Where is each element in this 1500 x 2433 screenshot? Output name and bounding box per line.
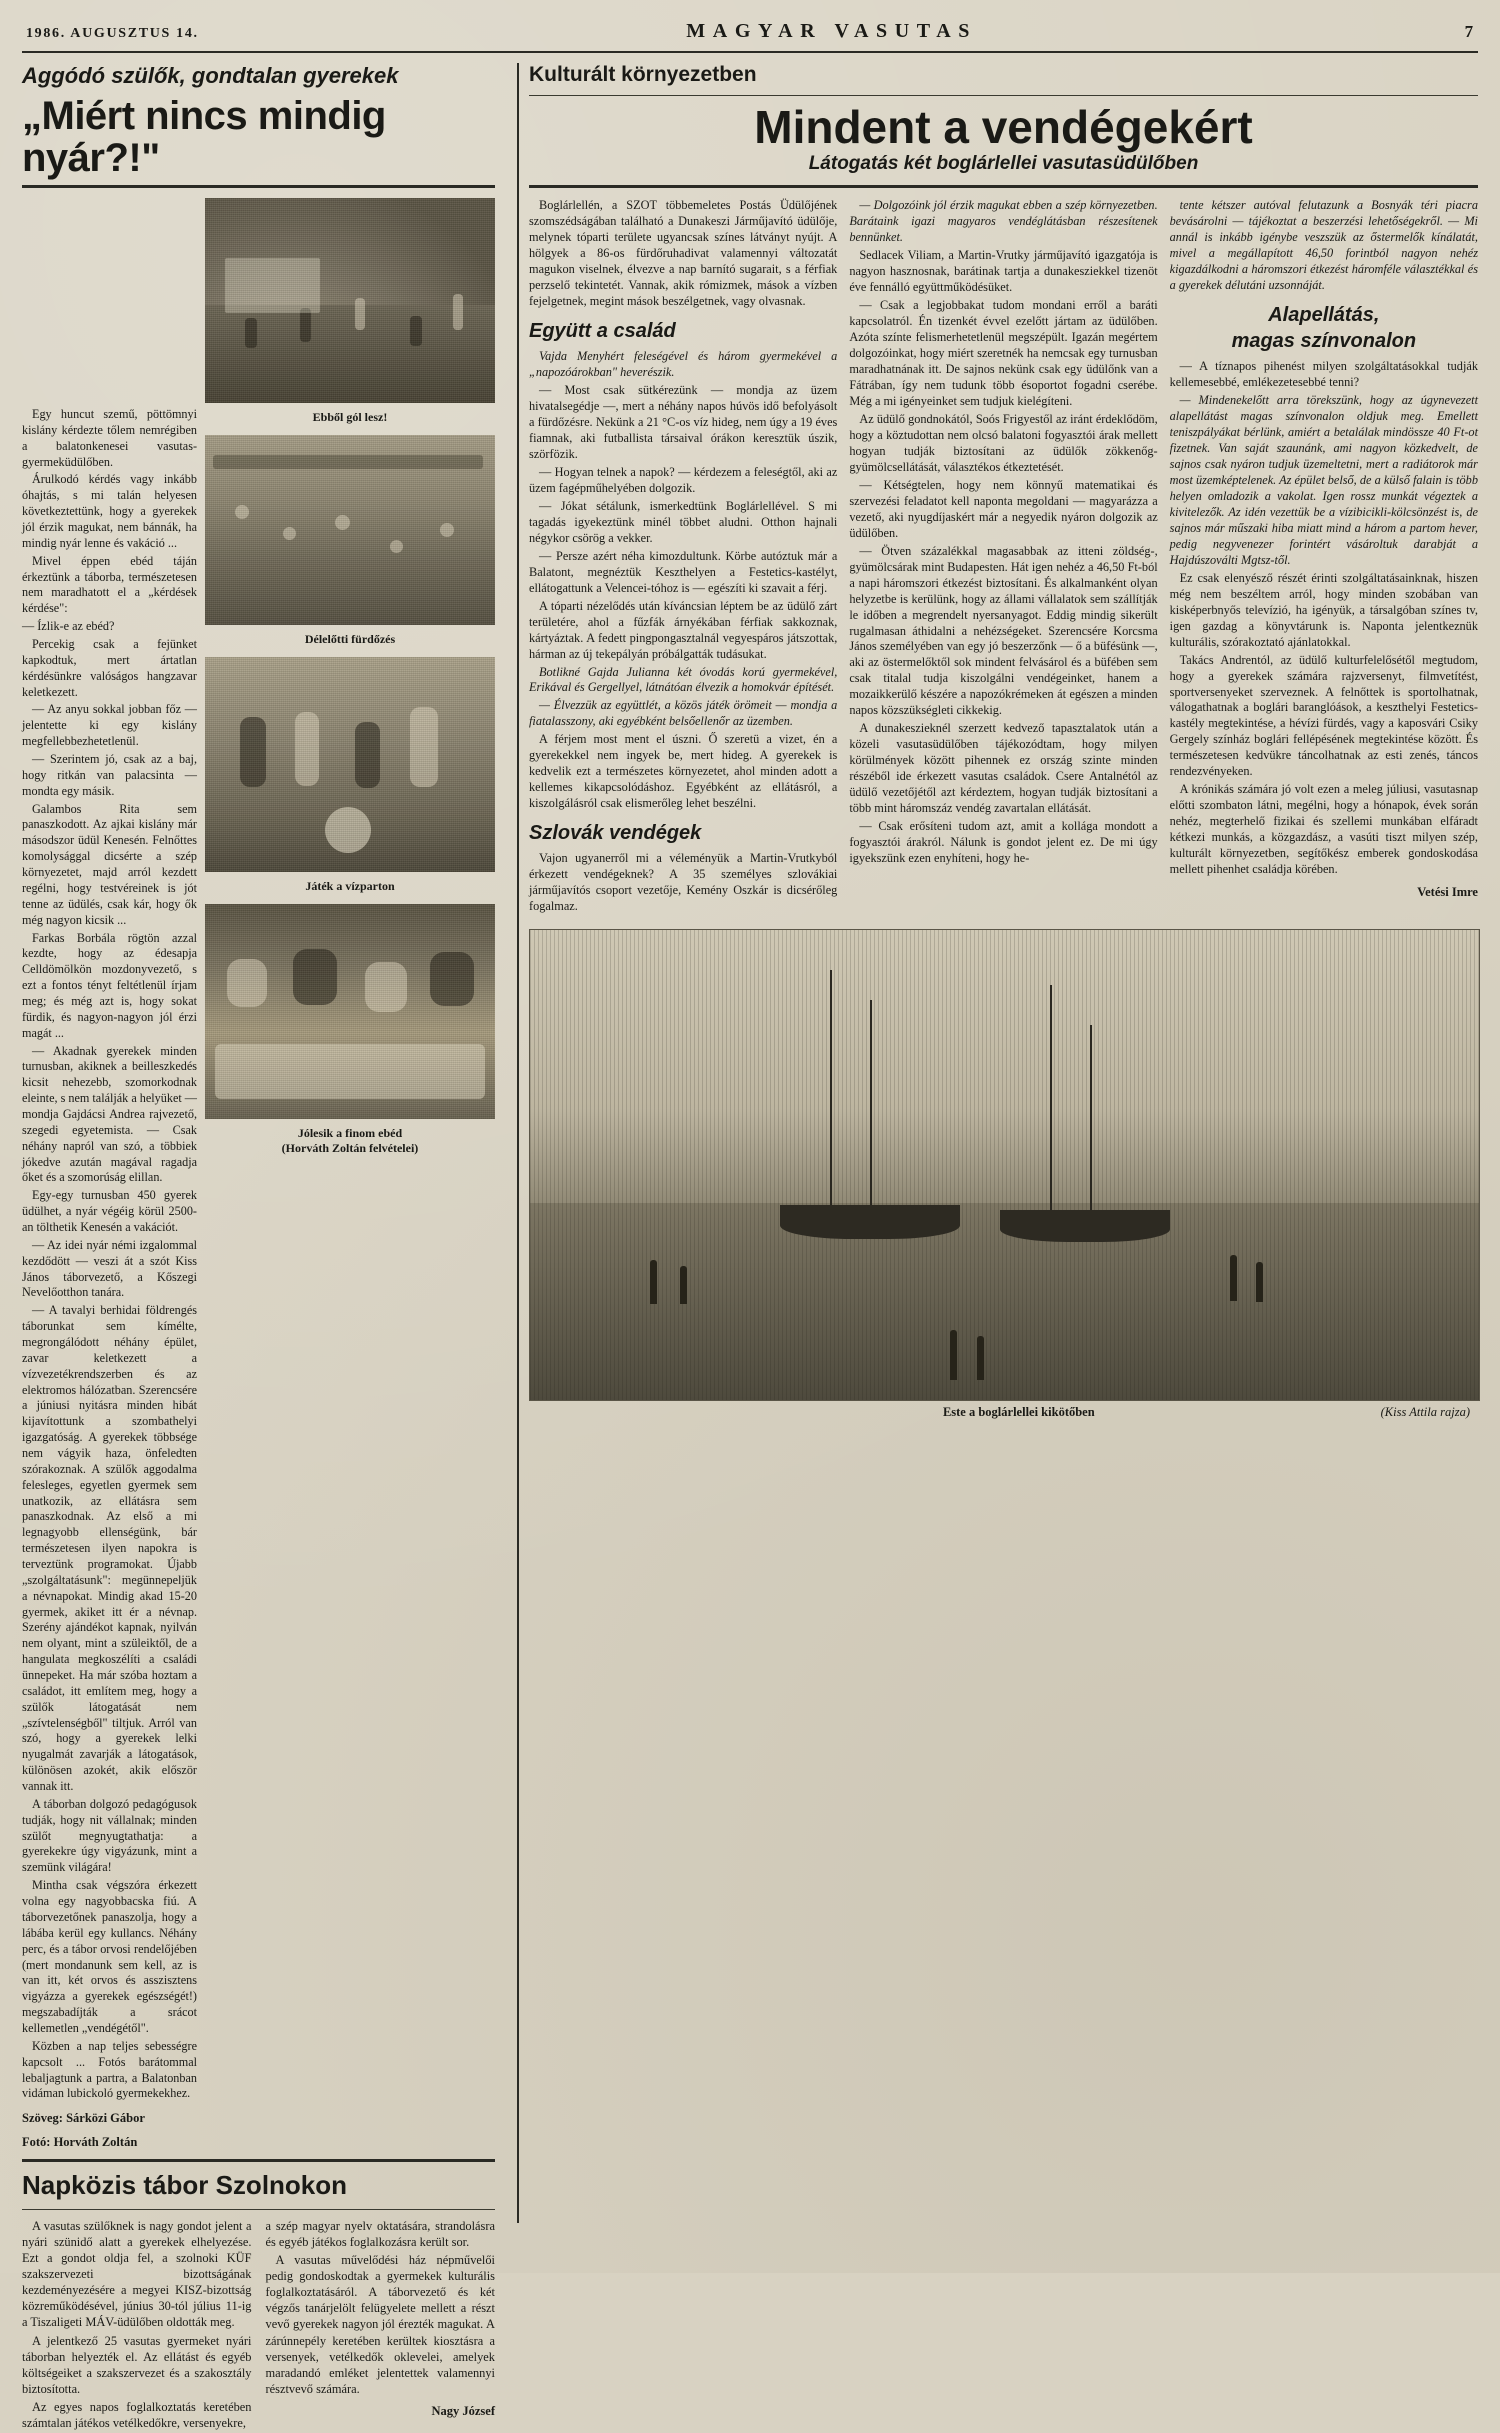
paragraph: — Csak erősíteni tudom azt, amit a kollága mondott a fogyasztói árakról. Nálunk is gondot jelent ez. De mi úgy igyekszünk ezen enyhíteni, hogy he- — [849, 819, 1158, 866]
paragraph: A vasutas szülőknek is nagy gondot jelent a nyári szünidő alatt a gyerekek elhelyezése. Ezt a gondot oldja fel, a szolnoki KÜF szakszervezeti bizottságának kezdeményezésére a megyei KISZ-bizottság közreműködésével, június 30-tól július 11-ig a Tiszaligeti MÁV-üdülőben oldották meg. — [22, 2218, 252, 2330]
boxed-article-napkozis — [22, 2159, 495, 2433]
right-title-rule — [529, 185, 1478, 188]
paragraph: — A tíznapos pihenést milyen szolgáltatásokkal tudják kellemesebbé, emlékezetesebbé tenni? — [1169, 358, 1478, 389]
paragraph: Egy-egy turnusban 450 gyerek üdülhet, a nyár végéig körül 2500-an tölthetik Kenesén a vakációt. — [22, 1188, 197, 1234]
masthead — [22, 14, 1478, 53]
paragraph: Takács Andrentól, az üdülő kulturfelelősétől megtudom, hogy a gyerekek számára rajzversenyt, filmvetítést, sportversenyeket szerveznek. A felnőttek is sportolhatnak, válogathatnak a boglári baranglóások, a keszthelyi Festetics-kastély megtekintése, a hévízi fürdés, vagy a kaposvári Csiky Gergely színház boglári fellépésének megtekintése között. És természetesen kedvükre táncolhatnak az esti zenés, táncos rendezvényeken. — [1169, 652, 1478, 779]
title-rule — [22, 185, 495, 188]
masthead-date: 1986. AUGUSZTUS 14. — [26, 26, 199, 41]
paragraph: Botlikné Gajda Julianna két óvodás korú gyermekével, Erikával és Gergellyel, látnátóan élvezik a homokvár építését. — [529, 664, 838, 695]
paragraph: — Mindenekelőtt arra törekszünk, hogy az úgynevezett alapellátást magas színvonalon oldjuk meg. Emellett teniszpályákat bérlünk, amiért a betalálak mindössze 40 Ft-ot fizetnek. Van saját szaunánk, ami nagyon közkedvelt, de sajnos csak nyáron tudjuk üzemeltetni, mert a radiátorok már most üzemképtelenek. Az épület belső, de a külső falain is több helyen omladozik a vakolat. Igen rossz munkát végeztek a kivitelezők. Az idén vezettük be a vízibicikli-kölcsönzést is, de sajnos már műszaki hiba miatt mind a három a partom hever, pedig negyvenezer forintért vásároltuk darabját a Hajdúszoválti Mgtsz-től. — [1169, 392, 1478, 567]
subhead-egyutt-a-csalad: Együtt a család — [529, 319, 676, 342]
paragraph: — Az idei nyár némi izgalommal kezdődött — veszi át a szót Kiss János táborvezető, a Kőszegi Nevelőotthon tanára. — [22, 1237, 197, 1300]
paragraph: Mivel éppen ebéd táján érkeztünk a táborba, természetesen nem maradhatott el a „kérdések kérdése": — [22, 553, 197, 616]
illustration-hatching — [530, 930, 1479, 1400]
illustration-caption: Este a boglárlellei kikötőben — [942, 1405, 1095, 1420]
page-content — [22, 63, 1478, 2431]
column-divider — [517, 63, 519, 2223]
photo-caption-4-line2: (Horváth Zoltán felvételei) — [281, 1141, 419, 1155]
subhead-szlovak-vendegek: Szlovák vendégek — [529, 822, 702, 845]
photo-caption-2: Délelőtti fürdőzés — [304, 632, 396, 646]
paragraph: — Kétségtelen, hogy nem könnyű matematikai és szervezési feladatot kell naponta megoldani — magyarázza a vezető, aki nyugdíjaskért már a negyedik nyáron dolgozik az üdülőben. — [849, 477, 1158, 540]
illustration-harbour-evening — [529, 929, 1480, 1401]
paragraph: A tóparti nézelődés után kíváncsian léptem be az üdülő zárt területére, ahol a fűzfák árnyékában férfiak sakkoznak, kártyáztak. A fedett pingpongasztalnál vegyespáros játszottak, hárman az új tekepályán próbálgatták tudásukat. — [529, 598, 838, 661]
paragraph: Közben a nap teljes sebességre kapcsolt ... Fotós barátommal lebaljagtunk a partra, a Balatonban vidáman lubickoló gyermekekhez. — [22, 2038, 197, 2101]
photo-caption-1: Ebből gól lesz! — [312, 410, 388, 424]
photo-football-game — [205, 198, 495, 403]
photo-caption-3: Játék a vízparton — [305, 879, 395, 893]
paragraph: — Jókat sétálunk, ismerkedtünk Boglárlellével. S mi tagadás igyekeztünk minél többet aludni. Otthon hajnali négykor csörög a vekker. — [529, 498, 838, 545]
paragraph: A dunakeszieknél szerzett kedvező tapasztalatok után a közeli vasutasüdülőben tájékozódtam, hogy milyen körülmények között pihennek ez ország szinte minden részéből ide érkezett vasutas családok. Csere Antalnétól az üdülő vezetőjétől azt kérdeztem, hogyan tudják biztosítani a több mint háromszáz vendég zavartalan ellátását. — [849, 721, 1158, 816]
photo-waterside-play — [205, 657, 495, 872]
right-article-title: Mindent a vendégekért — [754, 101, 1253, 153]
paragraph: A férjem most ment el úszni. Ő szeretü a vizet, én a gyerekekkel nem ingyek be, mert hideg. A gyerekek is kedvelik ezt a természetes környezetet, ahol minden adott a kellemes kikapcsolódáshoz. Egyébként az ellátásról, a kiszolgálásról csak elismerőleg lehet beszélni. — [529, 732, 838, 811]
paragraph: A vasutas művelődési ház népművelői pedig gondoskodtak a gyermekek kulturális foglalkoztatásáról. A táborvezető és két végzős tanárjelölt felügyelete mellett a részt vevő gyerekek nagyon jól érezték magukat. A zárúnnepély keretében kerültek kiosztásra a versenyek, vetélkedők oklevelei, amelyek maradandó emléket jelentettek valamennyi résztvevő számára. — [265, 2252, 495, 2396]
paragraph: Boglárlellén, a SZOT többemeletes Postás Üdülőjének szomszédságában található a Dunakeszi Járműjavító üdülője, melynek tóparti területe ugyancsak színes látványt nyújt. A hölgyek a 86-os fürdőruhadivat valamennyi változatát magukon viselnek, élvezve a nap barnító sugarait, s a férfiak perzselő tekintetét. Vannak, akik rómizmek, mások a vízben fejelgetnek, megint mások beszélgetnek, vagy olvasnak. — [529, 197, 838, 308]
paragraph: A krónikás számára jó volt ezen a meleg júliusi, vasutasnap előtti szombaton látni, megélni, hogy a hónapok, évek során nehéz, megterhelő fizikai és szellemi munkában elfáradt kétkezi munkás, a közgazdász, a vasúti tiszt milyen szép, kulturált környezetben, segítőkész emberek gondoskodása mellett pihenhet családja körében. — [1169, 782, 1478, 877]
right-article-kicker: Kulturált környezetben — [529, 63, 757, 86]
right-column-3 — [1170, 198, 1478, 917]
photo-morning-swim — [205, 435, 495, 625]
masthead-title: MAGYAR VASUTAS — [686, 20, 978, 42]
paragraph: — Akadnak gyerekek minden turnusban, akiknek a beilleszkedés kicsit nehezebb, szomorkodnak eleinte, s nem találják a helyüket — mondja Gajdácsi Andrea rajvezető, szegedi egyetemista. — Csak néhány napról van szó, a többiek jókedve azután magával ragadja őket és a szomorúság elillan. — [22, 1043, 197, 1185]
boxed-column-2 — [266, 2218, 496, 2433]
paragraph: tente kétszer autóval felutazunk a Bosnyák téri piacra bevásárolni — tájékoztat a beszerzési lehetőségekről. — Mi annál is inkább igénybe veszszük az őstermelők kínálatát, mivel a megállapított 46,50 forintból nagyon nehéz kigazdálkodni a háromszori étkezést háromféle választékkal és a gyerekek délutáni uzsonnáját. — [1169, 197, 1478, 292]
photo-caption-4 — [205, 1126, 495, 1156]
left-byline-photo: Fotó: Horváth Zoltán — [22, 2135, 138, 2150]
left-article-body — [22, 198, 495, 2151]
left-article-block — [22, 63, 507, 2431]
paragraph: — Az anyu sokkal jobban főz — jelentette ki egy kislány megfellebbezhetetlenül. — [22, 702, 197, 749]
right-article-deck: Látogatás két boglárlellei vasutasüdülőben — [808, 152, 1199, 174]
paragraph: Vajda Menyhért feleségével és három gyermekével a „napozóárokban" heverészik. — [529, 348, 838, 379]
left-article-title: „Miért nincs mindig nyár?!" — [22, 94, 386, 180]
right-article-block — [529, 63, 1478, 2223]
boxed-article-title: Napközis tábor Szolnokon — [22, 2169, 348, 2200]
paragraph: Farkas Borbála rögtön azzal kezdte, hogy az édesapja Celldömölkön mozdonyvezető, s ezt a fontos tényt feltétlenül írjam meg; és még azt is, hogy sokat fürdik, és nagyon-nagyon jól érzi magát ... — [22, 930, 197, 1040]
paragraph: Vajon ugyanerről mi a véleményük a Martin-Vrutkyból érkezett vendégeknek? A 35 személyes szlovákiai járműjavítós csoport vezetője, Kemény Oszkár is dicsérőleg fogalmaz. — [529, 851, 838, 914]
paragraph: — Szerintem jó, csak az a baj, hogy ritkán van palacsinta — mondta egy másik. — [22, 752, 197, 798]
illustration-caption-row — [529, 1405, 1478, 1420]
paragraph: a szép magyar nyelv oktatására, strandolásra és egyéb játékos foglalkozásra került sor. — [265, 2218, 495, 2249]
paragraph: Percekig csak a fejünket kapkodtuk, mert ártatlan kérdésünkre valóságos hangzavar keletkezett. — [22, 637, 197, 699]
paragraph: Mintha csak végszóra érkezett volna egy nagyobbacska fiú. A táborvezetőnek panaszolja, hogy a lábába kerül egy kullancs. Néhány perc, és a tábor orvosi rendelőjében (mert mondanunk sem kell, az is van itt, két orvos és asszisztens vigyázza a gyerekek egészségét!) megszabadíjták a srácot kellemetlen „vendégétől". — [22, 1878, 197, 2035]
paragraph: — Persze azért néha kimozdultunk. Körbe autóztuk már a Balatont, megnéztük Keszthelyen a Festetics-kastélyt, ellátogattunk a Velencei-tóhoz is — egészíti ki szavait a férj. — [529, 548, 838, 595]
boxed-column-1 — [22, 2218, 252, 2433]
illustration-credit: (Kiss Attila rajza) — [1380, 1405, 1470, 1420]
masthead-page-number: 7 — [1464, 22, 1474, 41]
boxed-rule — [22, 2209, 495, 2210]
paragraph: Árulkodó kérdés vagy inkább óhajtás, s mi talán helyesen következtettünk, hogy a gyerekek jól érzik magukat, nem bánnák, ha mindig nyár lenne és vakáció ... — [22, 472, 197, 550]
paragraph: Ez csak elenyésző részét érinti szolgáltatásainknak, hiszen még nem beszéltem arról, hogy minden szobában van kisképerbnyős televízió, ha igényük, a társalgóban színes tv, igen gazdag a könyvtárunk is. Naponta jelentkeznük kulturális, szórakoztató ajánlatokkal. — [1169, 570, 1478, 649]
right-column-1 — [529, 198, 837, 917]
left-article-text-column — [22, 407, 197, 2151]
subhead-alapellatas-line2: magas színvonalon — [1231, 329, 1417, 352]
right-byline: Vetési Imre — [1417, 885, 1478, 900]
paragraph: — Élvezzük az együttlét, a közös játék örömeit — mondja a fiatalasszony, aki egyébként belsőellenőr az üzemben. — [529, 698, 838, 729]
paragraph: A táborban dolgozó pedagógusok tudják, hogy nit vállalnak; minden szülőt megnyugtathatja: a gyerekekre úgy vigyázunk, mint a szemünk világára! — [22, 1796, 197, 1875]
paragraph: — Dolgozóink jól érzik magukat ebben a szép környezetben. Barátaink igazi magyaros vendéglátásban részesítenek bennünket. — [849, 197, 1158, 244]
paragraph: — Hogyan telnek a napok? — kérdezem a feleségtől, aki az üzem fagépműhelyében dolgozik. — [529, 464, 838, 495]
paragraph: Sedlacek Viliam, a Martin-Vrutky járműjavító igazgatója is nagyon hasznosnak, barátinak tartja a dunakesziekkel tizenöt éve fennálló együttműködésüket. — [849, 247, 1158, 294]
paragraph: — A tavalyi berhidai földrengés táborunkat sem kímélte, megrongálódott néhány épület, zavar keletkezett a vízvezetékrendszerben és az elektromos hálózatban. Szerencsére a júniusi nyitásra minden hibát kijavítottunk a szombathelyi igazgatóság. A gyerekek többsége nem vágyik haza, önfeledten szórakoznak. A szülők aggodalma felesleges, egyetlen gyermek sem unatkozik, az ellátásra sem panaszkodnak. Az első a mi legnagyobb ellenségünk, bár természetesen ilyen napokra is terveztünk programokat. Újabb „szolgáltatásunk": megünnepeljük a névnapokat. Mindig akad 15-20 gyermek, akiket itt ér a névnap. Szerény ajándékot kapnak, nyilván nem olyant, mint a szüleiktől, de a hangulata megkoszélíti a családi ünnepeket. Ha már szóba hoztam a családot, itt említem meg, hogy a szülők látogatását nem „szívtelenségből" tiltjuk. Arról van szó, hogy a gyerekek lelki nyugalmát zavarják a látogatások, különösen azokét, akik először vannak itt. — [22, 1303, 197, 1794]
paragraph: Az egyes napos foglalkoztatás keretében számtalan játékos vetélkedőkre, versenyekre, — [22, 2400, 252, 2431]
paragraph: Egy huncut szemű, pöttömnyi kislány kérdezte tőlem nemrégiben a balatonkenesei vasutas-gyermeküdülőben. — [22, 407, 197, 469]
paragraph: — Ízlik-e az ebéd? — [22, 619, 115, 634]
subhead-alapellatas-line1: Alapellátás, — [1268, 303, 1380, 326]
paragraph: A jelentkező 25 vasutas gyermeket nyári táborban helyezték el. Az ellátást és egyéb költségeiket a szakszervezet és a szakosztály biztosította. — [22, 2333, 252, 2396]
right-column-2 — [849, 198, 1157, 917]
paragraph: Galambos Rita sem panaszkodott. Az ajkai kislány már másodszor üdül Kenesén. Felnőttes komolysággal dicsérte a szép környezetet, majd arról kezdett regélni, hogy testvéreinek is jót tenne az üdülés, csak kár, hogy ők még nagyon kicsik ... — [22, 801, 197, 927]
paragraph: — Ötven százalékkal magasabbak az itteni zöldség-, gyümölcsárak mint Budapesten. Hát igen nehéz a 46,50 Ft-ból a napi háromszori étkezést biztosítani. És alkalmanként olyan helyzetbe is kerülünk, hogy az állami vállalatok sem szállítják le időben a megrendelt nyersanyagot. Eddig mindig sikerült rugalmasan áthidalni a nehézségeket. Szerencsére Korcsma János személyében van egy jó beszerzőnk — ő a büfésünk —, aki az östermelőktől sok mindent felvásárol és a büfében sem csak titalal tudja kiszolgálni vendégeinket, hanem a mozaikkerülő készére a napozókrémeken át egészen a minden napos közszükségleti cikkekig. — [849, 543, 1158, 718]
paragraph: — Csak a legjobbakat tudom mondani erről a baráti kapcsolatról. Én tizenkét évvel ezelőtt jártam az üdülőben. Azóta színte felismerhetetlenül megszépült. Igazán megértem dolgozóinkat, hogy miért szeretnék ha nemcsak egy turnusban maradhatnának itt. De sajnos nekünk csak egy üdülőnk van a Fátrában, így nem tudunk több ésoportot fogadni cserébe. Még a mi igényeinket sem tudjuk kielégíteni. — [849, 297, 1158, 408]
photo-caption-4-line1: Jólesik a finom ebéd — [297, 1126, 403, 1140]
left-article-kicker: Aggódó szülők, gondtalan gyerekek — [22, 63, 399, 88]
paragraph: Az üdülő gondnokától, Soós Frigyestől az iránt érdeklődöm, hogy a köztudottan nem olcsó balatoni fogyasztói árak mellett hogyan tudják biztosítani az üdülők zökkenőg- gyümölcsellátását, választékos étkeztetését. — [849, 411, 1158, 474]
right-kicker-rule — [529, 95, 1478, 96]
boxed-byline: Nagy József — [431, 2404, 495, 2419]
photo-lunch-table — [205, 904, 495, 1119]
left-byline-text: Szöveg: Sárközi Gábor — [22, 2111, 145, 2126]
right-article-columns — [529, 198, 1478, 917]
paragraph: — Most csak sütkérezünk — mondja az üzem hivatalsegédje —, mert a néhány napos húvös idő befolyásolt a fürdőzésre. Nekünk a 21 °C-os víz hideg, nem úgy a 19 éves fiamnak, aki futballista társaival órákon keresztük úszik, szörfözik. — [529, 382, 838, 461]
